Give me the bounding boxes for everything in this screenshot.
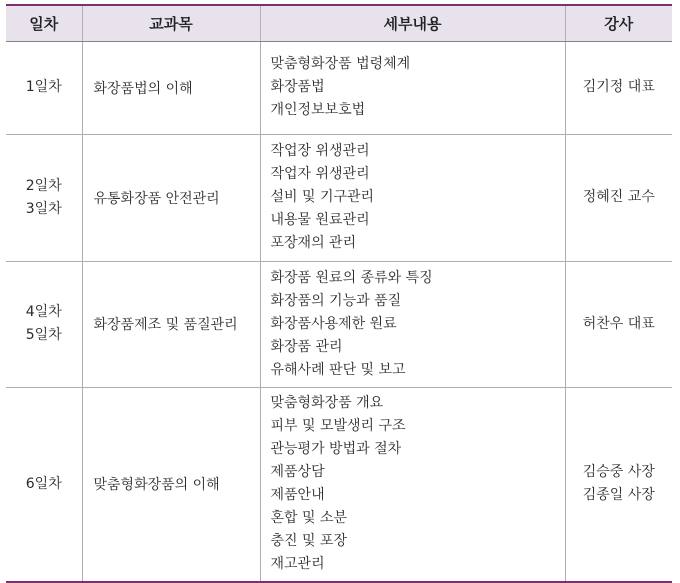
subject-cell: 유통화장품 안전관리 [82,134,260,261]
table-row [6,261,672,387]
detail-item: 개인정보보호법 [270,102,366,118]
instructor-name: 김승중 사장 [582,464,655,481]
table-row [6,134,672,261]
table-row [6,41,672,134]
instructor-name: 김종일 사장 [582,487,655,504]
details-cell [260,134,565,261]
detail-item: 유해사례 판단 및 보고 [270,361,406,378]
table-row [6,387,672,582]
details-cell [260,261,565,387]
detail-item: 포장재의 관리 [270,235,357,251]
table-header [6,5,672,41]
day-cell [6,261,82,387]
detail-item: 작업장 위생관리 [270,143,370,159]
instructor-name: 김기정 대표 [582,79,655,95]
day-label: 1일차 [25,79,62,95]
detail-item: 내용물 원료관리 [270,212,370,228]
header-instructor: 강사 [565,5,672,41]
day-label: 3일차 [25,200,62,217]
instructor-name: 허찬우 대표 [582,315,655,332]
detail-item: 혼합 및 소분 [270,510,348,527]
instructor-cell [565,41,672,134]
header-subject: 교과목 [82,5,260,41]
details-cell [260,387,565,582]
day-cell [6,387,82,582]
day-cell [6,41,82,134]
detail-item: 충진 및 포장 [270,533,348,550]
detail-item: 피부 및 모발생리 구조 [270,418,406,435]
detail-item: 설비 및 기구관리 [270,189,375,205]
detail-item: 관능평가 방법과 절차 [270,441,402,458]
curriculum-table [6,4,672,583]
header-day: 일차 [6,5,82,41]
day-label: 4일차 [25,304,62,320]
detail-item: 제품상담 [270,464,325,481]
detail-item: 화장품의 기능과 품질 [270,292,402,309]
details-cell [260,41,565,134]
table-body [6,41,672,582]
detail-item: 제품안내 [270,487,325,504]
detail-item: 화장품법 [270,79,325,95]
day-label: 2일차 [25,177,62,194]
instructor-cell [565,387,672,582]
subject-cell: 화장품법의 이해 [82,41,260,134]
day-cell [6,134,82,261]
instructor-cell [565,134,672,261]
detail-item: 화장품 원료의 종류와 특징 [270,269,433,286]
detail-item: 맞춤형화장품 법령체계 [270,56,411,72]
detail-item: 화장품 관리 [270,338,343,355]
instructor-name: 정혜진 교수 [582,189,655,205]
detail-item: 작업자 위생관리 [270,166,370,182]
detail-item: 화장품사용제한 원료 [270,315,397,332]
instructor-cell [565,261,672,387]
detail-item: 재고관리 [270,556,325,573]
day-label: 6일차 [25,475,62,492]
detail-item: 맞춤형화장품 개요 [270,395,384,412]
day-label: 5일차 [25,327,62,343]
header-details: 세부내용 [260,5,565,41]
subject-cell: 맞춤형화장품의 이해 [82,387,260,582]
subject-cell: 화장품제조 및 품질관리 [82,261,260,387]
header-row [6,5,672,41]
